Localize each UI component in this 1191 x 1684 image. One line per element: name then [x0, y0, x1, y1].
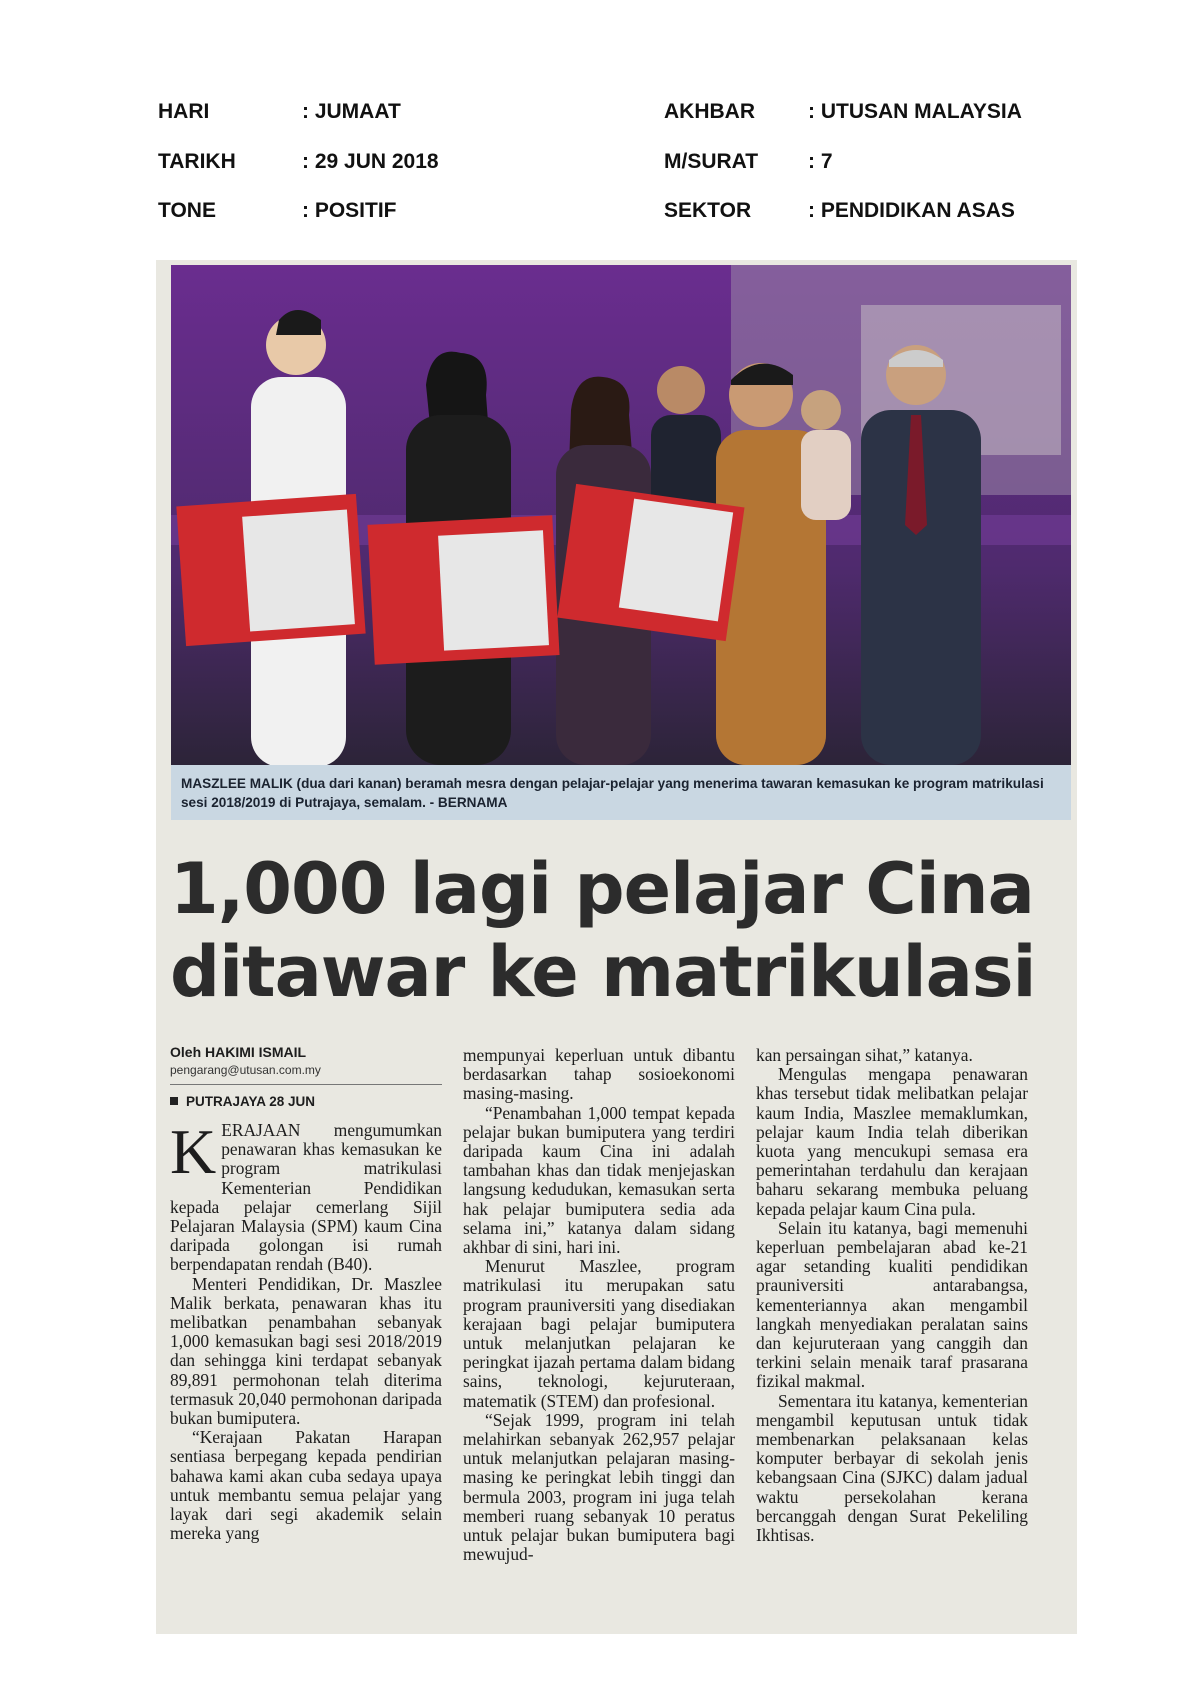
dateline	[170, 1091, 442, 1113]
photo-caption-box	[171, 765, 1071, 820]
hari-label: HARI	[158, 100, 210, 123]
paragraph: Sementara itu katanya, kementerian mengambil keputusan untuk tidak membenarkan pelaksanaan kelas komputer berbayar di sekolah jenis kebangsaan Cina (SJKC) dalam jadual waktu persekolahan kerana bercanggah dengan Surat Pekeliling Ikhtisas.	[756, 1390, 1028, 1546]
paragraph-text: ERAJAAN mengumumkan penawaran khas kemasukan ke program matrikulasi Kementerian Pendidikan kepada pelajar cemerlang Sijil Pelajaran Malaysia (SPM) kaum Cina daripada golongan isi rumah berpendapatan rendah (B40).	[170, 1120, 442, 1275]
paragraph: Menteri Pendidikan, Dr. Maszlee Malik berkata, penawaran khas itu melibatkan penambahan sebanyak 1,000 kemasukan bagi sesi 2018/2019 dan sehingga kini terdapat sebanyak 89,891 permohonan telah diterima termasuk 20,040 permohonan daripada bukan bumiputera.	[170, 1273, 442, 1429]
msurat-value: : 7	[808, 150, 833, 173]
paragraph: mempunyai keperluan untuk dibantu berdasarkan tahap sosioekonomi masing-masing.	[463, 1045, 735, 1104]
drop-cap: K	[170, 1116, 217, 1187]
paragraph	[170, 1116, 442, 1275]
tone-label: TONE	[158, 199, 216, 222]
sektor-value: : PENDIDIKAN ASAS	[808, 199, 1015, 222]
tarikh-label: TARIKH	[158, 150, 236, 173]
clipping-metadata	[0, 0, 1191, 240]
newspaper-clipping	[156, 260, 1077, 1634]
article-column-2	[463, 1046, 735, 1564]
article-column-1	[170, 1042, 442, 1543]
paragraph: “Kerajaan Pakatan Harapan sentiasa berpegang kepada pendirian bahawa kami akan cuba sedaya upaya untuk membantu semua pelajar yang layak dari segi akademik selain mereka yang	[170, 1427, 442, 1544]
news-photo	[171, 265, 1071, 765]
sektor-label: SEKTOR	[664, 199, 752, 222]
author-email: pengarang@utusan.com.my	[170, 1063, 321, 1077]
tone-value: : POSITIF	[302, 199, 397, 222]
dateline-text: PUTRAJAYA 28 JUN	[186, 1094, 316, 1109]
msurat-label: M/SURAT	[664, 150, 759, 173]
photo-illustration	[171, 265, 1071, 765]
paragraph: Mengulas mengapa penawaran khas tersebut tidak melibatkan pelajar kaum India, Maszlee memaklumkan, pelajar kaum India telah diberikan kuota yang mencukupi semasa era pemerintahan terdahulu dan kerajaan baharu sekarang membuka peluang kepada pelajar kaum Cina pula.	[756, 1064, 1028, 1219]
headline-line-2: ditawar ke matrikulasi	[170, 931, 1036, 1013]
headline	[170, 848, 1070, 1014]
paragraph: “Sejak 1999, program ini telah melahirkan sebanyak 262,957 pelajar untuk melanjutkan pelajaran masing-masing ke peringkat lebih tinggi dan bermula 2003, program ini juga telah memberi ruang sebanyak 10 peratus untuk pelajar bukan bumiputera bagi mewujud-	[463, 1409, 735, 1565]
paragraph: kan persaingan sihat,” katanya.	[756, 1045, 973, 1065]
tarikh-value: : 29 JUN 2018	[302, 150, 439, 173]
byline: Oleh HAKIMI ISMAIL	[170, 1044, 307, 1060]
photo-caption: MASZLEE MALIK (dua dari kanan) beramah mesra dengan pelajar-pelajar yang menerima tawaran kemasukan ke program matrikulasi sesi 2018/2019 di Putrajaya, semalam. - BERNAMA	[181, 776, 1044, 810]
paragraph: Menurut Maszlee, program matrikulasi itu merupakan satu program prauniversiti yang disediakan kerajaan bagi pelajar bumiputera untuk melanjutkan pelajaran ke peringkat ijazah pertama dalam bidang sains, teknologi, kejuruteraan, matematik (STEM) dan profesional.	[463, 1256, 735, 1411]
hari-value: : JUMAAT	[302, 100, 401, 123]
divider	[170, 1084, 442, 1085]
headline-line-1: 1,000 lagi pelajar Cina	[170, 848, 1034, 930]
square-bullet-icon	[170, 1097, 178, 1105]
akhbar-label: AKHBAR	[664, 100, 755, 123]
akhbar-value: : UTUSAN MALAYSIA	[808, 100, 1022, 123]
paragraph: “Penambahan 1,000 tempat kepada pelajar bukan bumiputera yang terdiri daripada kaum Cina ini adalah tambahan khas dan tidak menjejaskan langsung kedudukan, kemasukan serta hak pelajar bumiputera sedia ada selama ini,” katanya dalam sidang akhbar di sini, hari ini.	[463, 1102, 735, 1258]
article-column-3	[756, 1046, 1028, 1545]
paragraph: Selain itu katanya, bagi memenuhi keperluan pembelajaran abad ke-21 agar setanding kualiti pendidikan prauniversiti antarabangsa, kementeriannya akan mengambil langkah menyediakan peralatan sains dan kejuruteraan yang canggih dan terkini selain menaik taraf prasarana fizikal makmal.	[756, 1217, 1028, 1392]
